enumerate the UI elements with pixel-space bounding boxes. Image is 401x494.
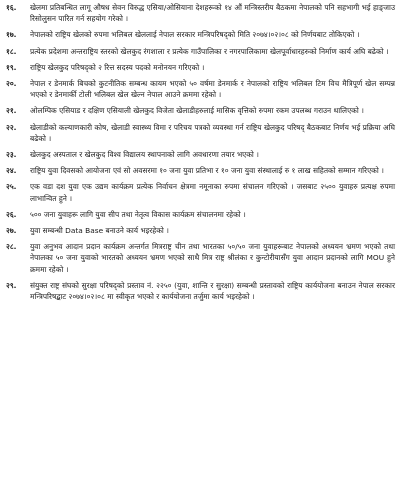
item-text: ओलम्पिक एसियाड र दक्षिण एसियाली खेलकुद विजेता खेलाडीहरुलाई मासिक वृत्तिको रुपमा रकम उपलब्ध गराउन थालिएको । xyxy=(30,106,364,116)
list-item xyxy=(6,209,395,220)
item-text: राष्ट्रिय युवा दिवसको आयोजना एवं सो अवसरमा १० जना युवा प्रतिभा र १० जना युवा संस्थालाई रु १ लाख सहितको सम्मान गरिएको । xyxy=(30,166,384,176)
list-item xyxy=(6,2,395,24)
list-item xyxy=(6,122,395,144)
item-text: राष्ट्रिय खेलकुद परिषद्को २ रित्त सदस्य पदको मनोनयन गरिएको । xyxy=(30,62,205,72)
item-text: खेलकुद अस्पताल र खेलकुद विश्व विद्यालय स्थापनाको लागि अवधारणा तयार भएको । xyxy=(30,150,259,160)
item-text: युवा सम्बन्धी Data Base बनाउने कार्य भइरहेको । xyxy=(30,226,169,236)
item-number: २९. xyxy=(6,280,17,290)
item-number: १९. xyxy=(6,62,17,72)
item-number: १७. xyxy=(6,30,17,40)
item-number: १६. xyxy=(6,3,17,12)
item-number: १८. xyxy=(6,46,17,56)
item-text: प्रत्येक प्रदेशमा अन्तराष्ट्रिय स्तरको खेलकुद रंगशाला र प्रत्येक गाउँपालिका र नगरपालिकामा खेलपूर्वाधारहरुको निर्माण कार्य अघि बढेको । xyxy=(30,46,389,56)
item-text: युवा अनुभव आदान प्रदान कार्यक्रम अन्तर्गत मित्रराष्ट्र चीन तथा भारतका ५०/५० जना युवाहरूबाट नेपालको अध्ययन भ्रमण भएको तथा नेपालका ५० जना युवाको भारतको अध्ययन भ्रमण भएको साथै मित्र राष्ट्र श्रीलंका र कुन्टोरीयासँग युवा आदान प्रदानको लागि MOU हुने क्रममा रहेको । xyxy=(30,242,395,274)
item-text: एक वडा दश युवा एक उद्यम कार्यक्रम प्रत्येक निर्वाचन क्षेत्रमा नमूनाका रुपमा संचालन गरिएको । जसबाट २५०० युवाहरु प्रत्यक्ष रुपमा लाभान्वित हुने । xyxy=(30,182,395,203)
item-text: खेलाडीको कल्याणकारी कोष, खेलाडी स्वास्थ्य विमा र परिचय पत्रको व्यवस्था गर्न राष्ट्रिय खेलकुद परिषद् बैठकबाट निर्णय भई प्रक्रिया अघि बढेको । xyxy=(30,122,395,143)
item-number: २५. xyxy=(6,182,17,192)
item-number: २१. xyxy=(6,106,17,116)
item-number: २२. xyxy=(6,122,17,132)
list-item xyxy=(6,29,395,40)
list-item xyxy=(6,46,395,57)
item-number: २०. xyxy=(6,79,17,89)
list-item xyxy=(6,241,395,275)
item-text: संयुक्त राष्ट्र संघको सुरक्षा परिषद्को प्रस्ताव नं. २२५० (युवा, शान्ति र सुरक्षा) सम्बन्धी प्रस्तावको राष्ट्रिय कार्ययोजना बनाउन नेपाल सरकार मन्त्रिपरिषद्बाट २०७४।०२।०८ मा स्वीकृत भएको र कार्ययोजना तर्जुमा कार्य भइरहेको । xyxy=(30,280,395,302)
item-number: २३. xyxy=(6,150,17,160)
item-number: २७. xyxy=(6,226,17,236)
list-item xyxy=(6,62,395,73)
list-item xyxy=(6,181,395,203)
item-text: नेपालको राष्ट्रिय खेलको रुपमा भलिबल खेललाई नेपाल सरकार मन्त्रिपरिषद्को मिति २०७४।०२।०८ को निर्णयबाट तोकिएको । xyxy=(30,30,360,40)
item-text: ५०० जना युवाहरू लागि युवा सीप तथा नेतृत्व विकास कार्यक्रम संचालनमा रहेको । xyxy=(30,209,246,219)
list-item xyxy=(6,225,395,236)
list-item xyxy=(6,280,395,302)
list-item xyxy=(6,78,395,100)
item-number: २४. xyxy=(6,166,17,176)
item-text: खेलमा प्रतिबन्धित लागू औषध सेवन विरुद्ध एसिया/ओसियाना देशहरूको १४ औं मन्त्रिस्तरीय बैठकमा नेपालको पनि सहभागी भई हाङ्जाउ रिसोलुसन पारित गर्न सहयोग गरेको । xyxy=(30,3,395,24)
list-item xyxy=(6,105,395,116)
item-text: नेपाल र डेनमार्क बिचको कुटनीतिक सम्बन्ध कायम भएको ५० वर्षमा डेनमार्क र नेपालको राष्ट्रिय भलिबल टिम विच मैत्रिपूर्ण खेल सम्पन्न भएको र डेनमार्की टोली भलिबल खेल खेल्न नेपाल आउने क्रममा रहेको । xyxy=(30,79,395,100)
list-item xyxy=(6,165,395,176)
item-number: २८. xyxy=(6,242,17,252)
list-item xyxy=(6,149,395,160)
item-number: २६. xyxy=(6,209,17,219)
